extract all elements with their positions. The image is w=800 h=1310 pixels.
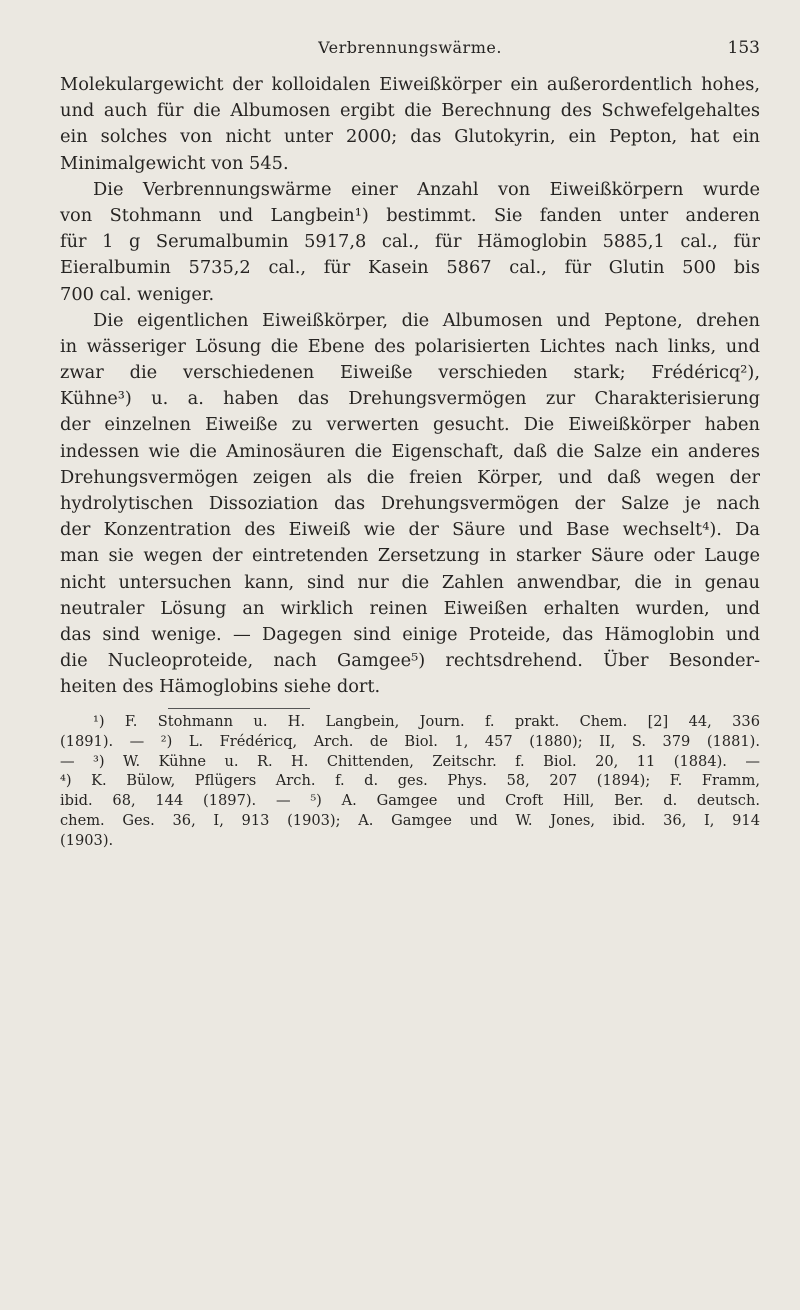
body-line: die Nucleoproteide, nach Gamgee⁵) rechtsdrehend. Über Besonder- [60,650,760,672]
body-line: Kühne³) u. a. haben das Drehungsvermögen zur Charakterisierung [60,388,760,410]
body-line: der einzelnen Eiweiße zu verwerten gesucht. Die Eiweißkörper haben [60,414,760,436]
body-text [60,72,760,701]
body-line: nicht untersuchen kann, sind nur die Zahlen anwendbar, die in genau [60,571,760,593]
page-header [60,38,760,66]
page-number: 153 [727,38,760,58]
body-line: heiten des Hämoglobins siehe dort. [60,676,381,698]
footnote-line: ¹) F. Stohmann u. H. Langbein, Journ. f. prakt. Chem. [2] 44, 336 [93,713,760,730]
footnote-line: chem. Ges. 36, I, 913 (1903); A. Gamgee und W. Jones, ibid. 36, I, 914 [60,811,760,829]
body-line: zwar die verschiedenen Eiweiße verschieden stark; Frédéricq²), [60,362,760,384]
body-line: und auch für die Albumosen ergibt die Berechnung des Schwefelgehaltes [60,100,760,122]
body-line: in wässeriger Lösung die Ebene des polarisierten Lichtes nach links, und [60,335,760,357]
body-line: indessen wie die Aminosäuren die Eigenschaft, daß die Salze ein anderes [60,440,760,462]
body-line: 700 cal. weniger. [60,283,215,305]
body-line: Die Verbrennungswärme einer Anzahl von Eiweißkörpern wurde [93,178,760,200]
footnote-line: — ³) W. Kühne u. R. H. Chittenden, Zeitschr. f. Biol. 20, 11 (1884). — [60,752,760,770]
footnote-line: ⁴) K. Bülow, Pflügers Arch. f. d. ges. Phys. 58, 207 (1894); F. Framm, [60,772,760,790]
footnote-line: (1891). — ²) L. Frédéricq, Arch. de Biol. 1, 457 (1880); II, S. 379 (1881). [60,732,760,750]
body-line: neutraler Lösung an wirklich reinen Eiweißen erhalten wurden, und [60,597,760,619]
running-head: Verbrennungswärme. [318,38,502,57]
body-line: für 1 g Serumalbumin 5917,8 cal., für Hämoglobin 5885,1 cal., für [60,231,760,253]
body-line: der Konzentration des Eiweiß wie der Säure und Base wechselt⁴). Da [60,519,760,541]
body-line: Drehungsvermögen zeigen als die freien Körper, und daß wegen der [60,466,760,488]
body-line: das sind wenige. — Dagegen sind einige Proteide, das Hämoglobin und [60,623,760,645]
body-line: man sie wegen der eintretenden Zersetzung in starker Säure oder Lauge [60,545,760,567]
footnotes [60,712,760,851]
footnote-line: (1903). [60,831,114,849]
body-line: von Stohmann und Langbein¹) bestimmt. Sie fanden unter anderen [60,204,760,226]
footnote-line: ibid. 68, 144 (1897). — ⁵) A. Gamgee und Croft Hill, Ber. d. deutsch. [60,792,760,810]
body-line: Eieralbumin 5735,2 cal., für Kasein 5867 cal., für Glutin 500 bis [60,257,760,279]
body-line: Molekulargewicht der kolloidalen Eiweißkörper ein außerordentlich hohes, [60,74,760,95]
body-line: hydrolytischen Dissoziation das Drehungsvermögen der Salze je nach [60,493,760,514]
footnote-divider [168,708,310,709]
body-line: ein solches von nicht unter 2000; das Glutokyrin, ein Pepton, hat ein [60,126,760,148]
body-line: Die eigentlichen Eiweißkörper, die Albumosen und Peptone, drehen [93,309,760,331]
body-line: Minimalgewicht von 545. [60,152,289,174]
